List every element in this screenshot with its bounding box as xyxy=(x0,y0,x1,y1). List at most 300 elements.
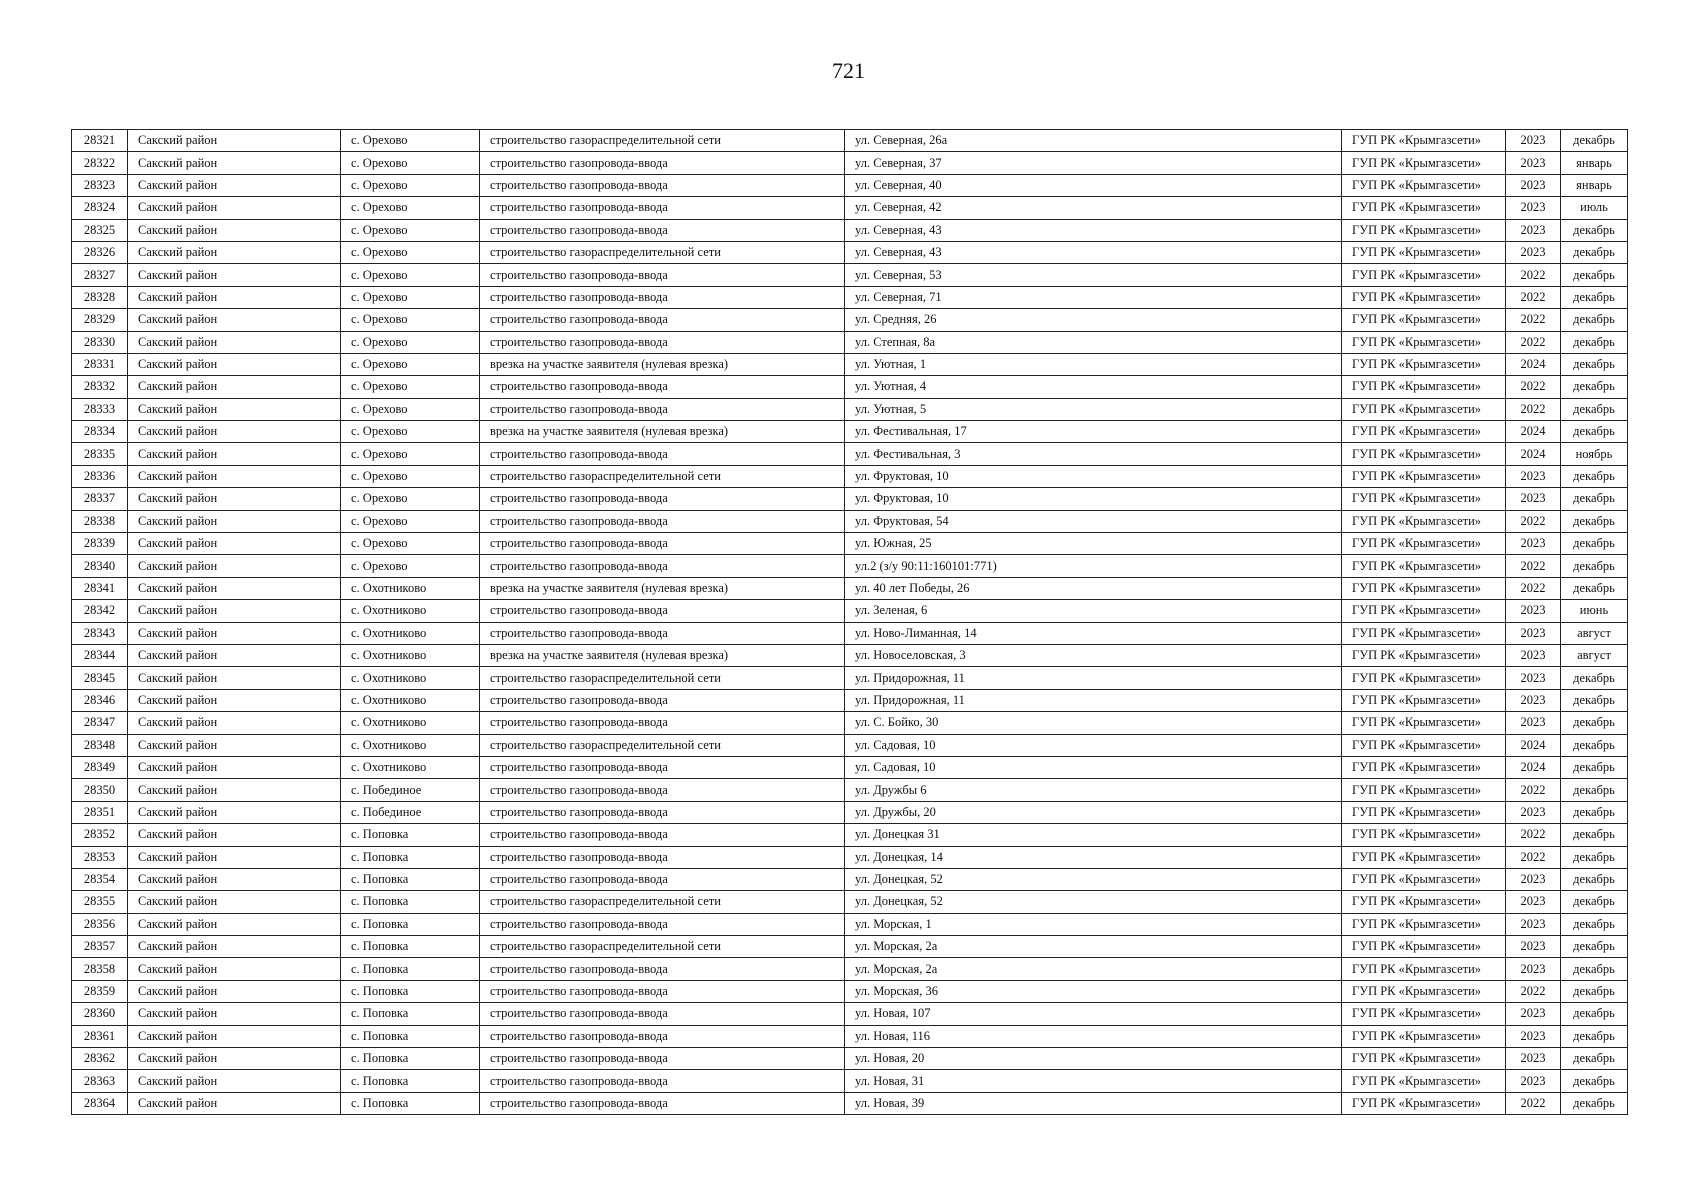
cell-district: Сакский район xyxy=(128,689,341,711)
cell-village: с. Орехово xyxy=(341,264,480,286)
cell-id: 28345 xyxy=(72,667,128,689)
cell-id: 28362 xyxy=(72,1048,128,1070)
table-row xyxy=(72,801,1628,823)
cell-organization: ГУП РК «Крымгазсети» xyxy=(1342,1025,1506,1047)
cell-year: 2023 xyxy=(1506,533,1561,555)
cell-work-type: строительство газораспределительной сети xyxy=(480,465,845,487)
cell-district: Сакский район xyxy=(128,264,341,286)
table-row xyxy=(72,958,1628,980)
table-row xyxy=(72,734,1628,756)
cell-year: 2024 xyxy=(1506,443,1561,465)
cell-id: 28361 xyxy=(72,1025,128,1047)
cell-address: ул. Фестивальная, 17 xyxy=(845,421,1342,443)
table-row xyxy=(72,712,1628,734)
cell-address: ул.2 (з/у 90:11:160101:771) xyxy=(845,555,1342,577)
cell-organization: ГУП РК «Крымгазсети» xyxy=(1342,241,1506,263)
cell-year: 2023 xyxy=(1506,801,1561,823)
cell-year: 2024 xyxy=(1506,353,1561,375)
cell-work-type: врезка на участке заявителя (нулевая врезка) xyxy=(480,353,845,375)
cell-month: декабрь xyxy=(1561,868,1628,890)
cell-address: ул. Северная, 26а xyxy=(845,130,1342,152)
cell-month: август xyxy=(1561,622,1628,644)
cell-work-type: строительство газопровода-ввода xyxy=(480,174,845,196)
cell-id: 28335 xyxy=(72,443,128,465)
cell-village: с. Побединое xyxy=(341,779,480,801)
cell-year: 2022 xyxy=(1506,510,1561,532)
cell-year: 2023 xyxy=(1506,241,1561,263)
cell-id: 28323 xyxy=(72,174,128,196)
cell-year: 2023 xyxy=(1506,958,1561,980)
cell-organization: ГУП РК «Крымгазсети» xyxy=(1342,980,1506,1002)
cell-address: ул. Фруктовая, 10 xyxy=(845,465,1342,487)
cell-organization: ГУП РК «Крымгазсети» xyxy=(1342,219,1506,241)
cell-month: декабрь xyxy=(1561,801,1628,823)
cell-district: Сакский район xyxy=(128,712,341,734)
cell-district: Сакский район xyxy=(128,421,341,443)
cell-organization: ГУП РК «Крымгазсети» xyxy=(1342,130,1506,152)
cell-id: 28339 xyxy=(72,533,128,555)
page-number: 721 xyxy=(832,58,865,83)
table-row xyxy=(72,1025,1628,1047)
cell-address: ул. Фруктовая, 54 xyxy=(845,510,1342,532)
cell-id: 28364 xyxy=(72,1092,128,1114)
table-row xyxy=(72,868,1628,890)
cell-district: Сакский район xyxy=(128,667,341,689)
cell-district: Сакский район xyxy=(128,353,341,375)
cell-organization: ГУП РК «Крымгазсети» xyxy=(1342,846,1506,868)
cell-month: декабрь xyxy=(1561,689,1628,711)
cell-village: с. Поповка xyxy=(341,1003,480,1025)
cell-month: декабрь xyxy=(1561,824,1628,846)
cell-month: декабрь xyxy=(1561,130,1628,152)
cell-work-type: строительство газопровода-ввода xyxy=(480,510,845,532)
cell-year: 2023 xyxy=(1506,622,1561,644)
cell-village: с. Поповка xyxy=(341,1092,480,1114)
cell-year: 2023 xyxy=(1506,1025,1561,1047)
table-row xyxy=(72,600,1628,622)
cell-organization: ГУП РК «Крымгазсети» xyxy=(1342,555,1506,577)
table-row xyxy=(72,130,1628,152)
cell-work-type: строительство газопровода-ввода xyxy=(480,1003,845,1025)
cell-district: Сакский район xyxy=(128,913,341,935)
table-row xyxy=(72,1092,1628,1114)
cell-work-type: строительство газопровода-ввода xyxy=(480,376,845,398)
table-row xyxy=(72,443,1628,465)
cell-month: декабрь xyxy=(1561,286,1628,308)
cell-month: декабрь xyxy=(1561,1025,1628,1047)
cell-organization: ГУП РК «Крымгазсети» xyxy=(1342,958,1506,980)
cell-work-type: строительство газораспределительной сети xyxy=(480,130,845,152)
cell-month: декабрь xyxy=(1561,891,1628,913)
cell-district: Сакский район xyxy=(128,197,341,219)
cell-address: ул. Новая, 39 xyxy=(845,1092,1342,1114)
table-row xyxy=(72,555,1628,577)
cell-district: Сакский район xyxy=(128,130,341,152)
cell-month: декабрь xyxy=(1561,936,1628,958)
cell-work-type: врезка на участке заявителя (нулевая врезка) xyxy=(480,577,845,599)
cell-month: декабрь xyxy=(1561,398,1628,420)
cell-district: Сакский район xyxy=(128,533,341,555)
cell-organization: ГУП РК «Крымгазсети» xyxy=(1342,331,1506,353)
cell-month: декабрь xyxy=(1561,510,1628,532)
cell-village: с. Орехово xyxy=(341,533,480,555)
cell-id: 28334 xyxy=(72,421,128,443)
cell-district: Сакский район xyxy=(128,443,341,465)
cell-year: 2023 xyxy=(1506,488,1561,510)
cell-district: Сакский район xyxy=(128,309,341,331)
cell-year: 2022 xyxy=(1506,577,1561,599)
cell-id: 28348 xyxy=(72,734,128,756)
cell-year: 2023 xyxy=(1506,1048,1561,1070)
cell-work-type: строительство газопровода-ввода xyxy=(480,622,845,644)
table-row xyxy=(72,488,1628,510)
cell-id: 28327 xyxy=(72,264,128,286)
cell-village: с. Поповка xyxy=(341,913,480,935)
cell-village: с. Побединое xyxy=(341,801,480,823)
cell-address: ул. Донецкая 31 xyxy=(845,824,1342,846)
cell-work-type: строительство газопровода-ввода xyxy=(480,443,845,465)
cell-address: ул. Новая, 116 xyxy=(845,1025,1342,1047)
cell-address: ул. 40 лет Победы, 26 xyxy=(845,577,1342,599)
table-row xyxy=(72,174,1628,196)
cell-year: 2022 xyxy=(1506,264,1561,286)
cell-month: декабрь xyxy=(1561,958,1628,980)
cell-month: декабрь xyxy=(1561,421,1628,443)
cell-year: 2023 xyxy=(1506,689,1561,711)
table-row xyxy=(72,779,1628,801)
cell-organization: ГУП РК «Крымгазсети» xyxy=(1342,174,1506,196)
table-row xyxy=(72,421,1628,443)
cell-id: 28349 xyxy=(72,756,128,778)
cell-address: ул. Морская, 36 xyxy=(845,980,1342,1002)
cell-district: Сакский район xyxy=(128,488,341,510)
cell-address: ул. Новая, 107 xyxy=(845,1003,1342,1025)
cell-year: 2023 xyxy=(1506,1070,1561,1092)
cell-work-type: строительство газопровода-ввода xyxy=(480,980,845,1002)
cell-year: 2023 xyxy=(1506,644,1561,666)
table-row xyxy=(72,510,1628,532)
cell-id: 28357 xyxy=(72,936,128,958)
cell-district: Сакский район xyxy=(128,174,341,196)
cell-address: ул. Северная, 40 xyxy=(845,174,1342,196)
table-row xyxy=(72,667,1628,689)
cell-address: ул. Садовая, 10 xyxy=(845,756,1342,778)
cell-year: 2022 xyxy=(1506,376,1561,398)
cell-district: Сакский район xyxy=(128,331,341,353)
cell-district: Сакский район xyxy=(128,801,341,823)
cell-work-type: строительство газопровода-ввода xyxy=(480,913,845,935)
cell-village: с. Охотниково xyxy=(341,667,480,689)
cell-year: 2023 xyxy=(1506,600,1561,622)
cell-organization: ГУП РК «Крымгазсети» xyxy=(1342,936,1506,958)
cell-district: Сакский район xyxy=(128,600,341,622)
cell-organization: ГУП РК «Крымгазсети» xyxy=(1342,1048,1506,1070)
cell-district: Сакский район xyxy=(128,779,341,801)
cell-year: 2023 xyxy=(1506,1003,1561,1025)
cell-id: 28325 xyxy=(72,219,128,241)
cell-year: 2023 xyxy=(1506,174,1561,196)
cell-address: ул. Новая, 20 xyxy=(845,1048,1342,1070)
cell-work-type: строительство газопровода-ввода xyxy=(480,1048,845,1070)
cell-village: с. Поповка xyxy=(341,1048,480,1070)
cell-organization: ГУП РК «Крымгазсети» xyxy=(1342,600,1506,622)
cell-year: 2022 xyxy=(1506,555,1561,577)
table-row xyxy=(72,936,1628,958)
cell-village: с. Орехово xyxy=(341,174,480,196)
cell-work-type: строительство газопровода-ввода xyxy=(480,779,845,801)
cell-address: ул. Морская, 1 xyxy=(845,913,1342,935)
cell-work-type: строительство газопровода-ввода xyxy=(480,846,845,868)
cell-village: с. Орехово xyxy=(341,421,480,443)
cell-year: 2023 xyxy=(1506,712,1561,734)
cell-month: декабрь xyxy=(1561,309,1628,331)
cell-work-type: строительство газопровода-ввода xyxy=(480,801,845,823)
cell-year: 2023 xyxy=(1506,219,1561,241)
table-row xyxy=(72,241,1628,263)
table-row xyxy=(72,331,1628,353)
cell-year: 2023 xyxy=(1506,891,1561,913)
cell-month: декабрь xyxy=(1561,241,1628,263)
cell-month: декабрь xyxy=(1561,1048,1628,1070)
cell-village: с. Охотниково xyxy=(341,734,480,756)
cell-village: с. Поповка xyxy=(341,1025,480,1047)
table-row xyxy=(72,913,1628,935)
cell-month: декабрь xyxy=(1561,1092,1628,1114)
cell-address: ул. Придорожная, 11 xyxy=(845,667,1342,689)
cell-month: август xyxy=(1561,644,1628,666)
cell-id: 28341 xyxy=(72,577,128,599)
cell-village: с. Орехово xyxy=(341,130,480,152)
cell-district: Сакский район xyxy=(128,734,341,756)
cell-address: ул. Северная, 42 xyxy=(845,197,1342,219)
cell-id: 28353 xyxy=(72,846,128,868)
cell-district: Сакский район xyxy=(128,936,341,958)
cell-work-type: строительство газопровода-ввода xyxy=(480,1070,845,1092)
cell-organization: ГУП РК «Крымгазсети» xyxy=(1342,712,1506,734)
cell-organization: ГУП РК «Крымгазсети» xyxy=(1342,824,1506,846)
cell-organization: ГУП РК «Крымгазсети» xyxy=(1342,533,1506,555)
cell-month: декабрь xyxy=(1561,488,1628,510)
table-row xyxy=(72,197,1628,219)
cell-id: 28324 xyxy=(72,197,128,219)
cell-month: июль xyxy=(1561,197,1628,219)
cell-month: декабрь xyxy=(1561,533,1628,555)
cell-organization: ГУП РК «Крымгазсети» xyxy=(1342,667,1506,689)
table-row xyxy=(72,398,1628,420)
cell-district: Сакский район xyxy=(128,219,341,241)
cell-address: ул. Ново-Лиманная, 14 xyxy=(845,622,1342,644)
cell-work-type: строительство газораспределительной сети xyxy=(480,734,845,756)
cell-address: ул. Южная, 25 xyxy=(845,533,1342,555)
table-row xyxy=(72,353,1628,375)
table-row xyxy=(72,577,1628,599)
cell-id: 28354 xyxy=(72,868,128,890)
cell-work-type: строительство газопровода-ввода xyxy=(480,824,845,846)
cell-district: Сакский район xyxy=(128,398,341,420)
cell-id: 28344 xyxy=(72,644,128,666)
cell-address: ул. Донецкая, 52 xyxy=(845,868,1342,890)
cell-district: Сакский район xyxy=(128,286,341,308)
cell-year: 2023 xyxy=(1506,197,1561,219)
cell-id: 28340 xyxy=(72,555,128,577)
cell-village: с. Орехово xyxy=(341,398,480,420)
cell-organization: ГУП РК «Крымгазсети» xyxy=(1342,801,1506,823)
cell-year: 2023 xyxy=(1506,130,1561,152)
cell-organization: ГУП РК «Крымгазсети» xyxy=(1342,353,1506,375)
cell-village: с. Охотниково xyxy=(341,756,480,778)
cell-address: ул. Садовая, 10 xyxy=(845,734,1342,756)
cell-village: с. Орехово xyxy=(341,555,480,577)
cell-id: 28350 xyxy=(72,779,128,801)
cell-district: Сакский район xyxy=(128,980,341,1002)
cell-work-type: врезка на участке заявителя (нулевая врезка) xyxy=(480,644,845,666)
cell-district: Сакский район xyxy=(128,824,341,846)
cell-id: 28329 xyxy=(72,309,128,331)
cell-organization: ГУП РК «Крымгазсети» xyxy=(1342,1092,1506,1114)
cell-address: ул. С. Бойко, 30 xyxy=(845,712,1342,734)
cell-village: с. Орехово xyxy=(341,152,480,174)
cell-id: 28352 xyxy=(72,824,128,846)
table-row xyxy=(72,219,1628,241)
cell-address: ул. Северная, 53 xyxy=(845,264,1342,286)
cell-organization: ГУП РК «Крымгазсети» xyxy=(1342,689,1506,711)
cell-work-type: строительство газораспределительной сети xyxy=(480,891,845,913)
cell-village: с. Орехово xyxy=(341,309,480,331)
cell-year: 2023 xyxy=(1506,868,1561,890)
table-row xyxy=(72,689,1628,711)
cell-village: с. Поповка xyxy=(341,891,480,913)
table-row xyxy=(72,1070,1628,1092)
cell-village: с. Поповка xyxy=(341,936,480,958)
cell-district: Сакский район xyxy=(128,1070,341,1092)
cell-organization: ГУП РК «Крымгазсети» xyxy=(1342,197,1506,219)
cell-month: декабрь xyxy=(1561,376,1628,398)
cell-month: ноябрь xyxy=(1561,443,1628,465)
cell-organization: ГУП РК «Крымгазсети» xyxy=(1342,868,1506,890)
cell-month: декабрь xyxy=(1561,353,1628,375)
cell-month: декабрь xyxy=(1561,555,1628,577)
cell-year: 2022 xyxy=(1506,1092,1561,1114)
cell-work-type: строительство газопровода-ввода xyxy=(480,1092,845,1114)
cell-organization: ГУП РК «Крымгазсети» xyxy=(1342,577,1506,599)
table-row xyxy=(72,286,1628,308)
cell-organization: ГУП РК «Крымгазсети» xyxy=(1342,644,1506,666)
cell-id: 28360 xyxy=(72,1003,128,1025)
cell-work-type: строительство газопровода-ввода xyxy=(480,555,845,577)
cell-village: с. Орехово xyxy=(341,331,480,353)
cell-year: 2023 xyxy=(1506,913,1561,935)
cell-organization: ГУП РК «Крымгазсети» xyxy=(1342,622,1506,644)
cell-month: июнь xyxy=(1561,600,1628,622)
cell-district: Сакский район xyxy=(128,891,341,913)
cell-address: ул. Северная, 37 xyxy=(845,152,1342,174)
gasification-table xyxy=(71,129,1628,1115)
table-row xyxy=(72,891,1628,913)
cell-organization: ГУП РК «Крымгазсети» xyxy=(1342,264,1506,286)
cell-district: Сакский район xyxy=(128,241,341,263)
cell-id: 28332 xyxy=(72,376,128,398)
cell-id: 28363 xyxy=(72,1070,128,1092)
cell-id: 28338 xyxy=(72,510,128,532)
cell-year: 2023 xyxy=(1506,936,1561,958)
table-row xyxy=(72,1048,1628,1070)
table-row xyxy=(72,980,1628,1002)
cell-organization: ГУП РК «Крымгазсети» xyxy=(1342,779,1506,801)
cell-address: ул. Донецкая, 52 xyxy=(845,891,1342,913)
cell-organization: ГУП РК «Крымгазсети» xyxy=(1342,891,1506,913)
cell-year: 2022 xyxy=(1506,331,1561,353)
cell-district: Сакский район xyxy=(128,577,341,599)
cell-month: декабрь xyxy=(1561,734,1628,756)
cell-address: ул. Северная, 71 xyxy=(845,286,1342,308)
cell-id: 28356 xyxy=(72,913,128,935)
cell-id: 28330 xyxy=(72,331,128,353)
cell-month: январь xyxy=(1561,174,1628,196)
cell-work-type: строительство газопровода-ввода xyxy=(480,331,845,353)
cell-id: 28343 xyxy=(72,622,128,644)
table-row xyxy=(72,152,1628,174)
cell-address: ул. Фруктовая, 10 xyxy=(845,488,1342,510)
cell-organization: ГУП РК «Крымгазсети» xyxy=(1342,398,1506,420)
cell-year: 2023 xyxy=(1506,667,1561,689)
cell-month: январь xyxy=(1561,152,1628,174)
cell-village: с. Орехово xyxy=(341,353,480,375)
cell-address: ул. Уютная, 1 xyxy=(845,353,1342,375)
cell-organization: ГУП РК «Крымгазсети» xyxy=(1342,376,1506,398)
cell-organization: ГУП РК «Крымгазсети» xyxy=(1342,510,1506,532)
table-row xyxy=(72,846,1628,868)
table-row xyxy=(72,644,1628,666)
cell-address: ул. Новоселовская, 3 xyxy=(845,644,1342,666)
cell-month: декабрь xyxy=(1561,980,1628,1002)
cell-district: Сакский район xyxy=(128,152,341,174)
cell-month: декабрь xyxy=(1561,577,1628,599)
cell-village: с. Орехово xyxy=(341,197,480,219)
cell-organization: ГУП РК «Крымгазсети» xyxy=(1342,286,1506,308)
cell-year: 2022 xyxy=(1506,824,1561,846)
cell-address: ул. Дружбы, 20 xyxy=(845,801,1342,823)
cell-year: 2022 xyxy=(1506,846,1561,868)
cell-work-type: строительство газопровода-ввода xyxy=(480,152,845,174)
table-row xyxy=(72,376,1628,398)
cell-organization: ГУП РК «Крымгазсети» xyxy=(1342,913,1506,935)
cell-village: с. Орехово xyxy=(341,376,480,398)
cell-work-type: строительство газопровода-ввода xyxy=(480,1025,845,1047)
cell-district: Сакский район xyxy=(128,622,341,644)
cell-work-type: строительство газопровода-ввода xyxy=(480,197,845,219)
cell-month: декабрь xyxy=(1561,667,1628,689)
cell-village: с. Охотниково xyxy=(341,600,480,622)
cell-organization: ГУП РК «Крымгазсети» xyxy=(1342,756,1506,778)
cell-village: с. Поповка xyxy=(341,958,480,980)
table-row xyxy=(72,824,1628,846)
cell-district: Сакский район xyxy=(128,644,341,666)
cell-work-type: врезка на участке заявителя (нулевая врезка) xyxy=(480,421,845,443)
cell-month: декабрь xyxy=(1561,1070,1628,1092)
cell-district: Сакский район xyxy=(128,510,341,532)
cell-work-type: строительство газопровода-ввода xyxy=(480,219,845,241)
cell-address: ул. Донецкая, 14 xyxy=(845,846,1342,868)
cell-year: 2022 xyxy=(1506,309,1561,331)
cell-work-type: строительство газопровода-ввода xyxy=(480,264,845,286)
cell-village: с. Поповка xyxy=(341,1070,480,1092)
cell-district: Сакский район xyxy=(128,1048,341,1070)
cell-id: 28333 xyxy=(72,398,128,420)
cell-work-type: строительство газораспределительной сети xyxy=(480,936,845,958)
cell-id: 28336 xyxy=(72,465,128,487)
cell-month: декабрь xyxy=(1561,756,1628,778)
cell-year: 2022 xyxy=(1506,980,1561,1002)
